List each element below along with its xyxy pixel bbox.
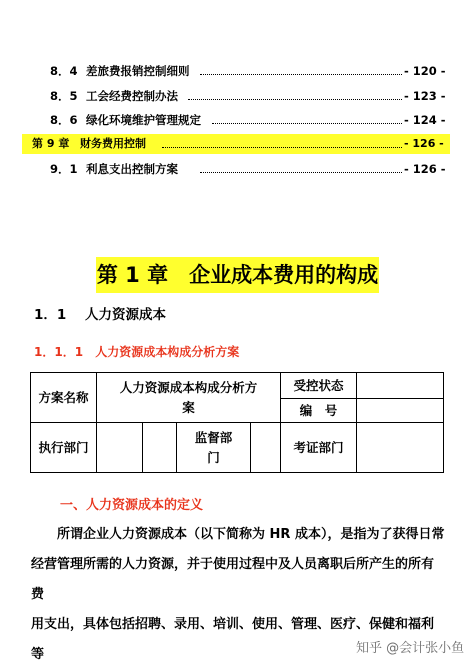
subsection-number: 1．1．1 [34,345,84,359]
toc-entry-chapter-9[interactable] [22,134,450,154]
plan-name-value-line1: 人力资源成本构成分析方 [119,379,258,395]
plan-info-table [30,372,444,473]
plan-name-value-line2: 案 [182,399,195,415]
control-status-value[interactable] [357,373,444,399]
control-status-label: 受控状态 [281,373,357,399]
toc-entry-8-6[interactable] [22,110,450,130]
paragraph-line: 所谓企业人力资源成本（以下简称为 HR 成本），是指为了获得日常 [57,527,445,542]
toc-leader-dots [212,123,402,124]
table-spacer-cell [143,423,177,473]
section-number: 1．1 [34,307,67,323]
exec-dept-label: 执行部门 [31,423,97,473]
subsection-title: 人力资源成本构成分析方案 [95,345,240,359]
number-value[interactable] [357,399,444,423]
toc-entry-page: - 120 - [404,64,446,78]
supervise-dept-line2: 门 [207,449,220,465]
toc-leader-dots [162,147,402,148]
toc-entry-title: 工会经费控制办法 [86,89,178,103]
toc-leader-dots [200,74,402,75]
toc-entry-8-4[interactable] [22,61,450,81]
section-heading [34,305,166,325]
toc-entry-8-5[interactable] [22,86,450,106]
supervise-dept-label [177,423,251,473]
chapter-title: 第 1 章 企业成本费用的构成 [96,263,379,287]
toc-leader-dots [200,172,402,173]
toc-entry-title: 财务费用控制 [80,137,146,150]
paragraph-line: 经营管理所需的人力资源，并于使用过程中及人员离职后所产生的所有费 [31,557,435,602]
toc-entry-page: - 126 - [404,137,444,150]
paragraph-line: 用支出，具体包括招聘、录用、培训、使用、管理、医疗、保健和福利等 [31,617,435,662]
toc-entry-number: 8．6 [50,113,78,127]
number-label: 编 号 [281,399,357,423]
toc-entry-9-1[interactable] [22,159,450,179]
subsection-heading [34,343,239,361]
section-title: 人力资源成本 [85,307,166,323]
definition-heading: 一、人力资源成本的定义 [60,498,204,513]
toc-entry-title: 利息支出控制方案 [86,162,178,176]
supervise-dept-value[interactable] [251,423,281,473]
toc-entry-title: 绿化环境维护管理规定 [86,113,201,127]
watermark: 知乎 @会计张小鱼 [356,641,465,656]
supervise-dept-line1: 监督部 [194,429,233,445]
toc-entry-page: - 126 - [404,162,446,176]
toc-entry-number: 第 9 章 [32,137,70,150]
toc-entry-page: - 123 - [404,89,446,103]
toc-entry-number: 8．5 [50,89,78,103]
plan-name-label: 方案名称 [31,373,97,423]
exec-dept-value[interactable] [97,423,143,473]
toc-leader-dots [188,99,402,100]
plan-name-value [97,373,281,423]
verify-dept-label: 考证部门 [281,423,357,473]
toc-entry-page: - 124 - [404,113,446,127]
verify-dept-value[interactable] [357,423,444,473]
toc-entry-number: 9．1 [50,162,78,176]
toc-entry-number: 8．4 [50,64,78,78]
toc-entry-title: 差旅费报销控制细则 [86,64,190,78]
